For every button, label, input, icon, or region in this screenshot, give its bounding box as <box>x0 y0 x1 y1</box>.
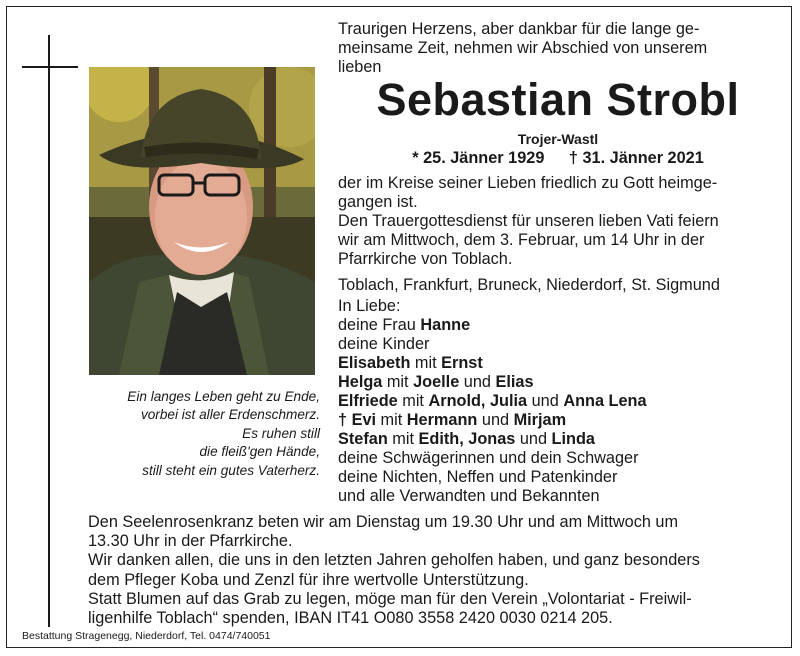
intro-line: lieben <box>338 58 382 76</box>
mourner-extra: deine Schwägerinnen und dein Schwager <box>338 449 639 467</box>
mourner-wife: deine Frau Hanne <box>338 316 471 334</box>
poem-line: die fleiß'gen Hände, <box>199 444 320 460</box>
nickname: Trojer-Wastl <box>517 131 599 147</box>
portrait-photo <box>89 67 315 375</box>
mourner-extra: deine Nichten, Neffen und Patenkinder <box>338 468 618 486</box>
poem-line: still steht ein gutes Vaterherz. <box>142 462 320 478</box>
intro-text <box>338 20 778 77</box>
funeral-home-credit: Bestattung Stragenegg, Niederdorf, Tel. 0474/740051 <box>22 630 271 642</box>
poem-line: Ein langes Leben geht zu Ende, <box>127 389 320 404</box>
mourner-line: † Evi mit Hermann und Mirjam <box>338 411 567 429</box>
closing-line: Statt Blumen auf das Grab zu legen, möge man für den Verein „Volontariat - Freiwil- <box>88 589 692 608</box>
mourners-intro: In Liebe: <box>338 297 401 315</box>
mourner-line: Stefan mit Edith, Jonas und Linda <box>338 430 595 448</box>
mourner-line: Elfriede mit Arnold, Julia und Anna Lena <box>338 392 647 410</box>
poem-line: Es ruhen still <box>242 425 320 441</box>
mourner-children: deine Kinder <box>338 335 430 353</box>
poem <box>84 388 320 480</box>
deceased-name: Sebastian Strobl <box>376 74 740 125</box>
mourner-line: Helga mit Joelle und Elias <box>338 373 534 391</box>
intro-line: Traurigen Herzens, aber dankbar für die lange ge- <box>338 20 700 38</box>
mourner-extra: und alle Verwandten und Bekannten <box>338 487 600 505</box>
closing-line: Wir danken allen, die uns in den letzten Jahren geholfen haben, und ganz besonders <box>88 551 700 570</box>
mourner-line: Elisabeth mit Ernst <box>338 354 483 372</box>
poem-line: vorbei ist aller Erdenschmerz. <box>140 407 320 423</box>
closing-line: 13.30 Uhr in der Pfarrkirche. <box>88 532 293 551</box>
places: Toblach, Frankfurt, Bruneck, Niederdorf, St. Sigmund <box>338 276 720 294</box>
closing-line: dem Pfleger Koba und Zenzl für ihre wertvolle Unterstützung. <box>88 570 529 589</box>
cross-icon-bar <box>22 66 78 68</box>
cross-icon <box>48 35 50 627</box>
body-line: Pfarrkirche von Toblach. <box>338 250 513 268</box>
body-line: wir am Mittwoch, dem 3. Februar, um 14 Uhr in der <box>338 231 705 249</box>
body-line: gangen ist. <box>338 193 418 211</box>
intro-line: meinsame Zeit, nehmen wir Abschied von unserem <box>338 39 708 57</box>
closing-line: ligenhilfe Toblach“ spenden, IBAN IT41 O080 3558 2420 0030 0214 205. <box>88 609 613 628</box>
body-line: Den Trauergottesdienst für unseren lieben Vati feiern <box>338 212 719 230</box>
death-date: † 31. Jänner 2021 <box>568 149 704 167</box>
announcement-text <box>338 174 778 269</box>
birth-date: * 25. Jänner 1929 <box>412 149 545 167</box>
mourners-list <box>338 297 778 506</box>
life-dates <box>338 148 778 168</box>
closing-text <box>88 513 778 628</box>
body-line: der im Kreise seiner Lieben friedlich zu Gott heimge- <box>338 174 718 192</box>
closing-line: Den Seelenrosenkranz beten wir am Dienstag um 19.30 Uhr und am Mittwoch um <box>88 513 679 531</box>
